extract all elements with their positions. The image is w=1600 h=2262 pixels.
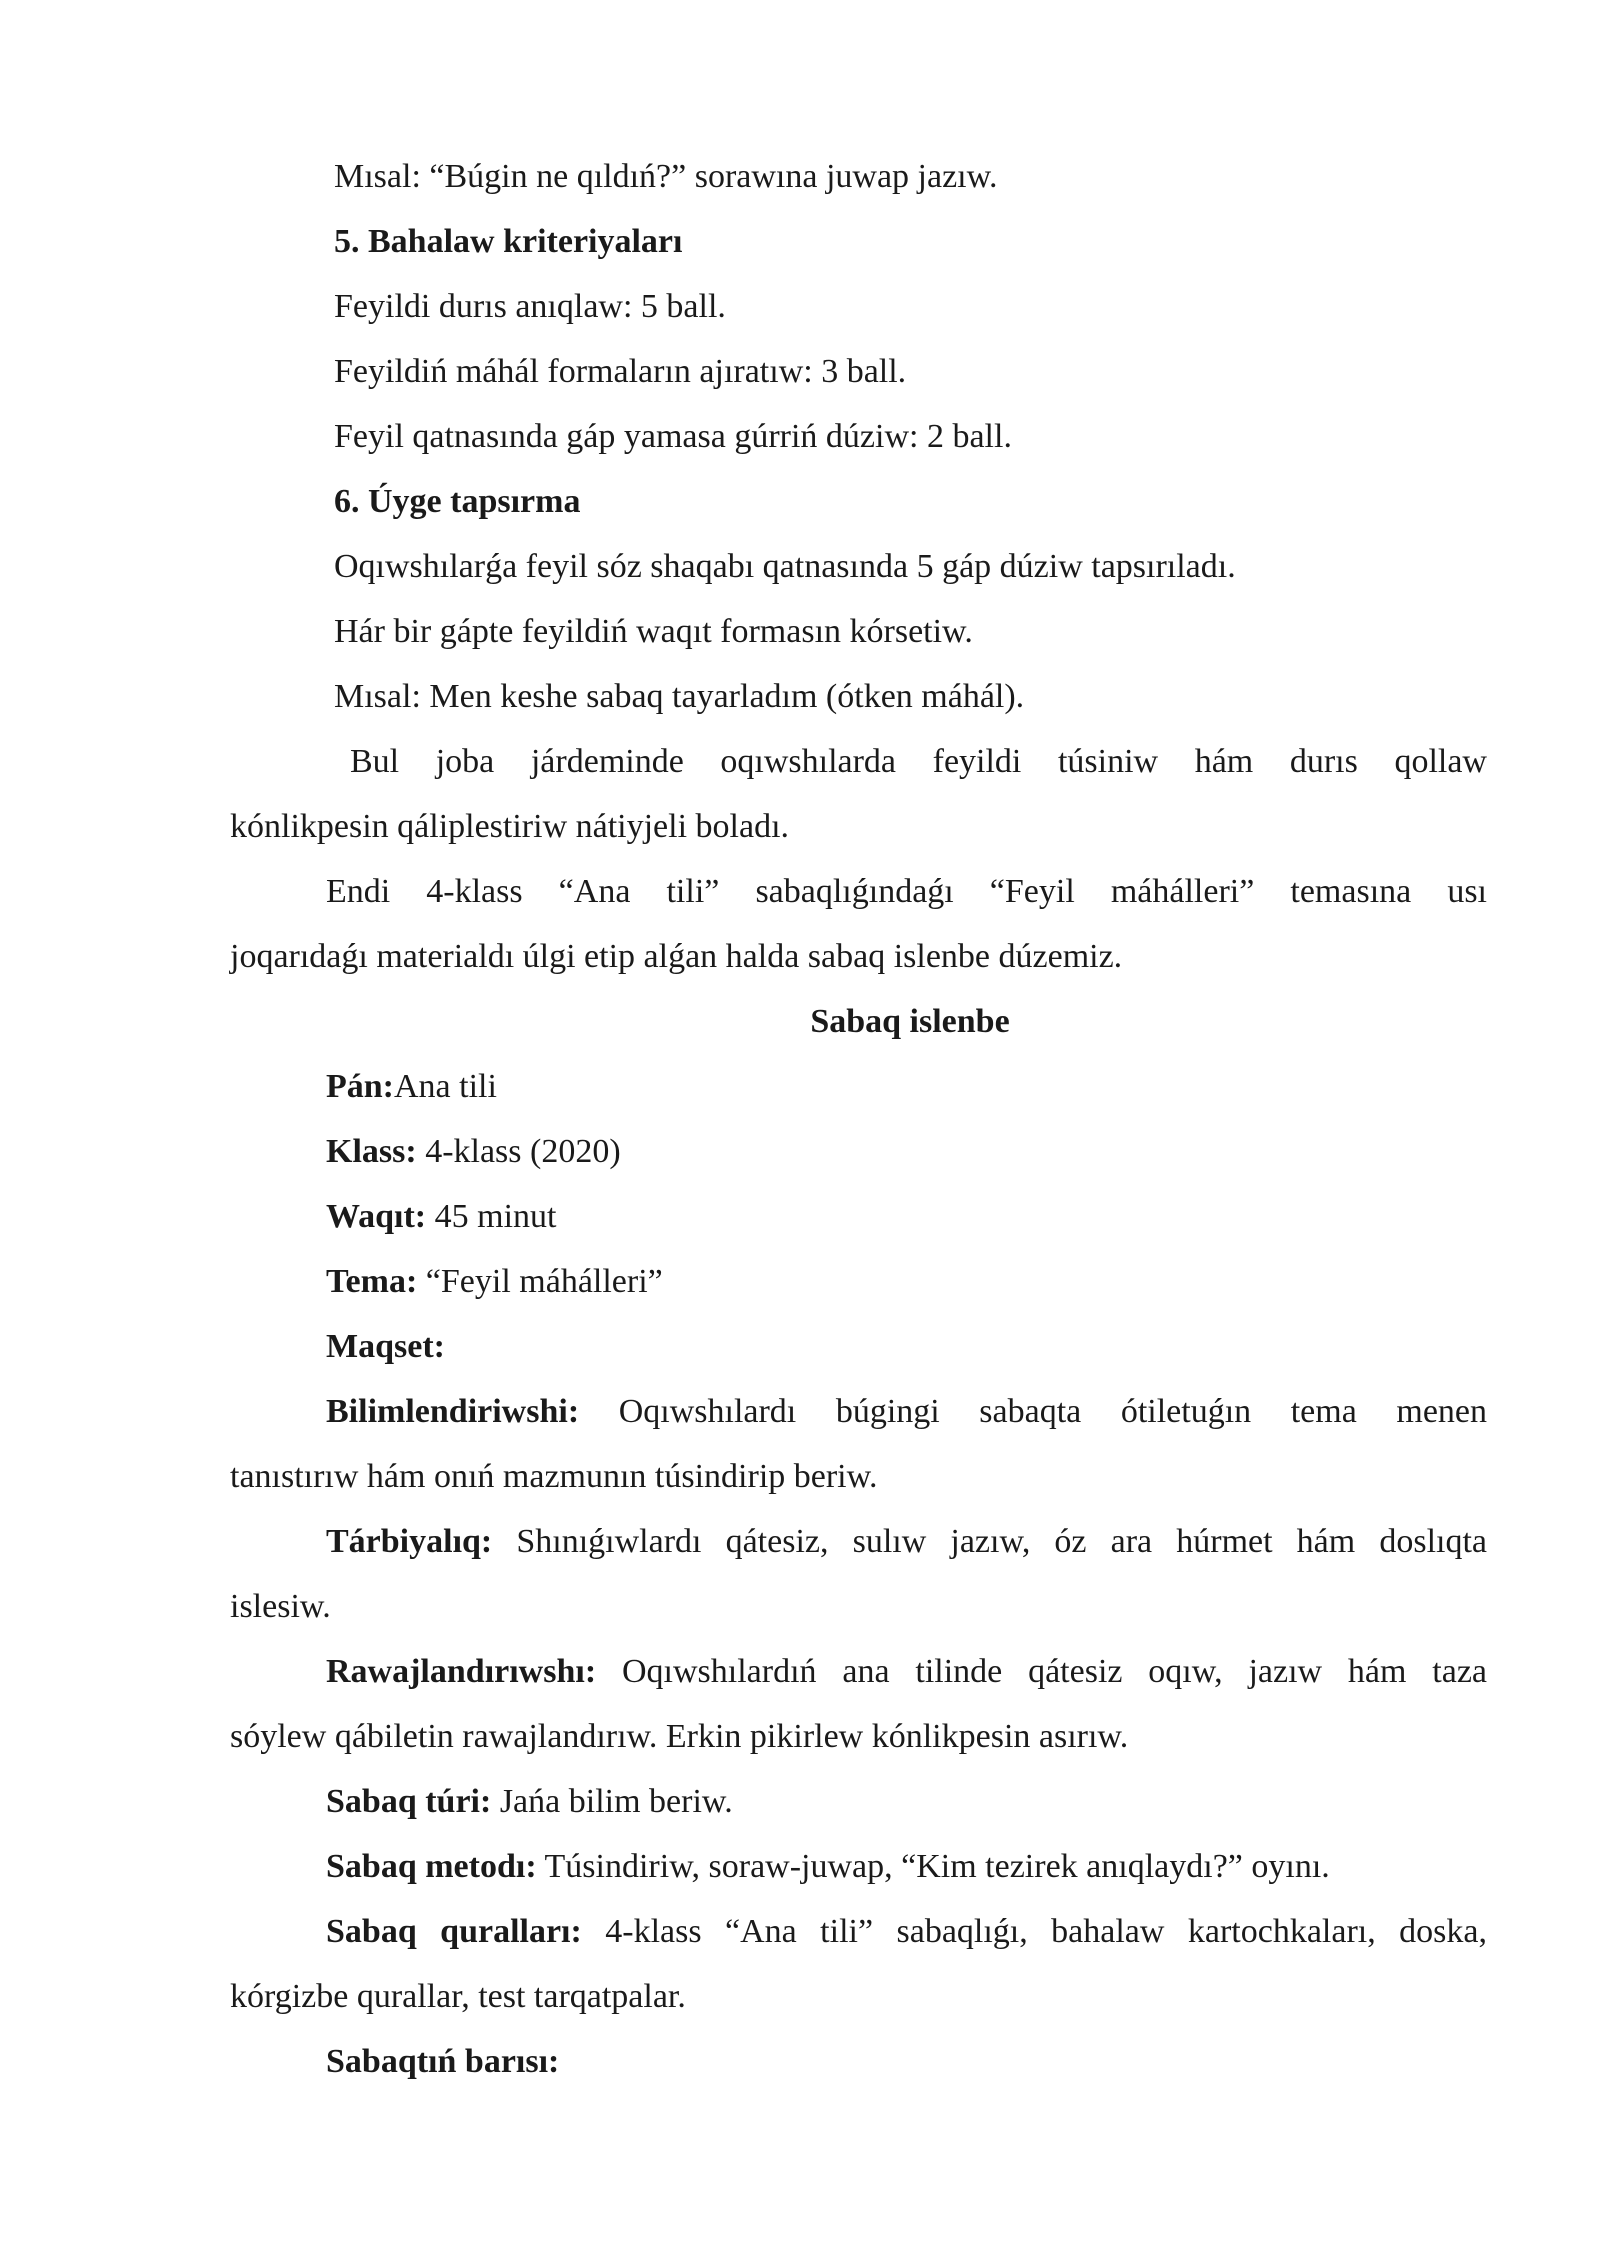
goal-upbringing-text: Shınıǵıwlardı qátesiz, sulıw jazıw, óz ara húrmet hám doslıqta	[492, 1523, 1487, 1560]
goal-upbringing-line-2: islesiw.	[230, 1588, 331, 1625]
field-lesson-method-value: Túsindiriw, soraw-juwap, “Kim tezirek anıqlaydı?” oyını.	[536, 1848, 1330, 1885]
homework-line-1: Oqıwshılarǵa feyil sóz shaqabı qatnasında 5 gáp dúziw tapsırıladı.	[334, 548, 1236, 585]
field-subject-label: Pán:	[326, 1068, 394, 1105]
field-lesson-progress	[326, 2045, 559, 2079]
paragraph-2-line-1: Endi 4-klass “Ana tili” sabaqlıǵındaǵı “Feyil máhálleri” temasına usı	[326, 873, 1487, 910]
goal-development-label: Rawajlandırıwshı:	[326, 1653, 597, 1690]
homework-line-2: Hár bir gápte feyildiń waqıt formasın kórsetiw.	[334, 613, 973, 650]
paragraph-1-line-1: Bul joba járdeminde oqıwshılarda feyildi túsiniw hám durıs qollaw	[350, 743, 1487, 780]
goal-development-line-2: sóylew qábiletin rawajlandırıw. Erkin pikirlew kónlikpesin asırıw.	[230, 1718, 1129, 1755]
homework-example: Mısal: Men keshe sabaq tayarladım (ótken máhál).	[334, 678, 1025, 715]
field-lesson-tools-line-2: kórgizbe qurallar, test tarqatpalar.	[230, 1978, 686, 2015]
field-lesson-method	[326, 1850, 1330, 1884]
criteria-item-1: Feyildi durıs anıqlaw: 5 ball.	[334, 288, 726, 325]
field-lesson-progress-label: Sabaqtıń barısı:	[326, 2043, 560, 2080]
field-subject-value: Ana tili	[394, 1068, 497, 1105]
section-heading-6: 6. Úyge tapsırma	[334, 483, 581, 520]
field-lesson-tools-text: 4-klass “Ana tili” sabaqlıǵı, bahalaw kartochkaları, doska,	[581, 1913, 1487, 1950]
example-line: Mısal: “Búgin ne qıldıń?” sorawına juwap jazıw.	[334, 158, 998, 195]
section-heading-5: 5. Bahalaw kriteriyaları	[334, 223, 683, 260]
paragraph-1-line-2: kónlikpesin qáliplestiriw nátiyjeli boladı.	[230, 808, 790, 845]
goal-educational-label: Bilimlendiriwshi:	[326, 1393, 580, 1430]
field-goal	[326, 1330, 445, 1364]
field-lesson-type-label: Sabaq túri:	[326, 1783, 492, 1820]
field-class-value: 4-klass (2020)	[416, 1133, 621, 1170]
field-lesson-type	[326, 1785, 733, 1819]
criteria-item-3: Feyil qatnasında gáp yamasa gúrriń dúziw: 2 ball.	[334, 418, 1012, 455]
goal-educational-line-1	[326, 1395, 1487, 1429]
plan-title: Sabaq islenbe	[810, 1003, 1010, 1040]
criteria-item-2: Feyildiń máhál formaların ajıratıw: 3 ball.	[334, 353, 907, 390]
goal-educational-line-2: tanıstırıw hám onıń mazmunın túsindirip beriw.	[230, 1458, 878, 1495]
goal-development-text: Oqıwshılardıń ana tilinde qátesiz oqıw, jazıw hám taza	[596, 1653, 1487, 1690]
field-topic	[326, 1265, 663, 1299]
field-topic-label: Tema:	[326, 1263, 418, 1300]
field-time-label: Waqıt:	[326, 1198, 427, 1235]
goal-development-line-1	[326, 1655, 1487, 1689]
field-topic-value: “Feyil máhálleri”	[417, 1263, 663, 1300]
field-time	[326, 1200, 556, 1234]
goal-upbringing-label: Tárbiyalıq:	[326, 1523, 493, 1560]
field-subject	[326, 1070, 497, 1104]
field-lesson-type-value: Jańa bilim beriw.	[491, 1783, 733, 1820]
field-lesson-tools-line-1	[326, 1915, 1487, 1949]
paragraph-2-line-2: joqarıdaǵı materialdı úlgi etip alǵan halda sabaq islenbe dúzemiz.	[230, 938, 1123, 975]
field-lesson-tools-label: Sabaq quralları:	[326, 1913, 582, 1950]
field-time-value: 45 minut	[426, 1198, 557, 1235]
field-lesson-method-label: Sabaq metodı:	[326, 1848, 537, 1885]
field-goal-label: Maqset:	[326, 1328, 445, 1365]
goal-educational-text: Oqıwshılardı búgingi sabaqta ótiletuǵın tema menen	[579, 1393, 1487, 1430]
goal-upbringing-line-1	[326, 1525, 1487, 1559]
field-class-label: Klass:	[326, 1133, 417, 1170]
field-class	[326, 1135, 621, 1169]
